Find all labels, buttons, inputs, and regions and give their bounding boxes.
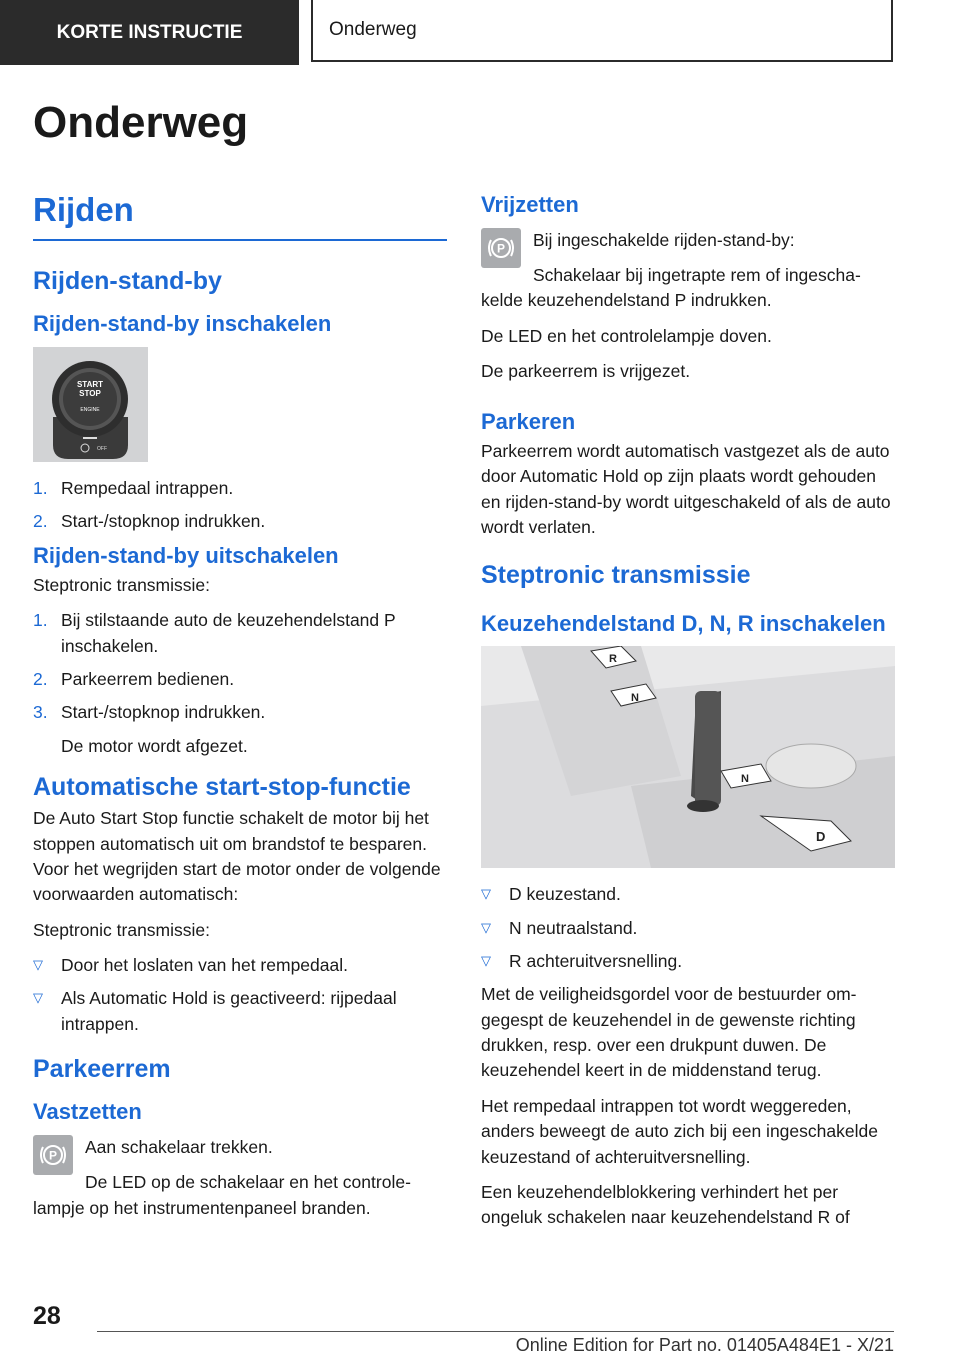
triangle-bullet-icon: ▽	[481, 952, 491, 968]
shift-label-r: R	[609, 653, 617, 666]
paragraph: De LED op de schakelaar en het controlelampje op het instrumentenpaneel branden.	[33, 1172, 411, 1218]
list-item: ▽ D keuzestand.	[481, 882, 895, 907]
paragraph: Met de veiligheidsgordel voor de bestuurder omgegespt de keuzehendel in de gewenste richting drukken, resp. over een drukpunt duwen. De keuzehendel keert in de middenstand terug.	[481, 984, 857, 1081]
shift-label-n-bottom: N	[741, 773, 749, 786]
footer-divider	[97, 1331, 894, 1332]
parking-brake-icon	[33, 1135, 73, 1175]
triangle-bullet-icon: ▽	[481, 919, 491, 935]
subheading-steptronic: Steptronic transmissie	[481, 560, 751, 589]
list-item: 3. Start-/stopknop indrukken.	[33, 702, 266, 723]
paragraph: Aan schakelaar trekken.	[85, 1136, 273, 1157]
header-tab-chapter: Onderweg	[311, 0, 893, 62]
paragraph: Parkeerrem wordt automatisch vastgezet als de auto door Automatic Hold op zijn plaats wordt gehouden en rijden-stand-by wordt uitgeschakeld of als de auto wordt verlaten.	[481, 441, 891, 538]
svg-text:P: P	[48, 1148, 58, 1163]
shift-label-n-top: N	[631, 692, 639, 705]
paragraph: De parkeerrem is vrijgezet.	[481, 361, 691, 382]
stop-label: STOP	[79, 388, 101, 398]
list-item: ▽ Door het loslaten van het rempedaal.	[33, 953, 447, 978]
standby-on-steps	[33, 476, 447, 535]
engine-label: ENGINE	[80, 406, 100, 413]
paragraph: Schakelaar bij ingetrapte rem of ingeschakelde keuzehendelstand P indrukken.	[481, 264, 861, 311]
list-item: 2. Start-/stopknop indrukken.	[33, 510, 266, 531]
subsubheading-keuzehendel: Keuzehendelstand D, N, R inschakelen	[481, 610, 886, 636]
shift-label-d: D	[816, 829, 826, 845]
paragraph: De LED en het controlelampje doven.	[481, 325, 772, 346]
subsubheading-parkeren: Parkeren	[481, 409, 576, 435]
header-tab-section: KORTE INSTRUCTIE	[0, 0, 299, 65]
gear-positions	[481, 882, 895, 974]
subsubheading-standby-off: Rijden-stand-by uitschakelen	[33, 543, 339, 569]
gear-selector-illustration	[481, 646, 895, 868]
list-continuation: De motor wordt afgezet.	[61, 735, 248, 756]
subsubheading-vastzetten: Vastzetten	[33, 1099, 142, 1125]
start-stop-button-image	[33, 347, 148, 462]
gear-selector-image	[481, 646, 895, 868]
paragraph: Een keuzehendelblokkering verhindert het per ongeluk schakelen naar keuzehendelstand R of	[481, 1181, 850, 1228]
subheading-standby: Rijden-stand-by	[33, 267, 222, 295]
paragraph: Bij ingeschakelde rijden-stand-by:	[533, 229, 795, 250]
list-item: ▽ N neutraalstand.	[481, 916, 895, 941]
page-title: Onderweg	[33, 98, 249, 147]
list-item: 1. Bij stilstaande auto de keuzehendelstand P inschakelen.	[33, 610, 396, 656]
restart-conditions	[33, 953, 447, 1037]
paragraph: Steptronic transmissie:	[33, 919, 211, 940]
section-title: Rijden	[33, 191, 447, 241]
left-column	[33, 185, 447, 1231]
svg-text:P: P	[496, 241, 506, 256]
footer-edition: Online Edition for Part no. 01405A484E1 - X/21	[515, 1335, 894, 1355]
triangle-bullet-icon: ▽	[481, 886, 491, 902]
subheading-auto-start-stop: Automatische start-stop-functie	[33, 773, 411, 802]
start-label: START	[76, 379, 104, 389]
start-stop-button-icon	[33, 347, 148, 462]
right-column	[481, 185, 895, 1241]
triangle-bullet-icon: ▽	[33, 990, 43, 1006]
list-item: ▽ R achteruitversnelling.	[481, 949, 895, 974]
page-number: 28	[33, 1302, 61, 1330]
paragraph: Het rempedaal intrappen tot wordt weggereden, anders beweegt de auto zich bij een ingeschakelde keuzestand of achteruitversnelling.	[481, 1095, 878, 1167]
paragraph: Steptronic transmissie:	[33, 574, 211, 595]
subsubheading-vrijzetten: Vrijzetten	[481, 192, 579, 217]
list-item: ▽ Als Automatic Hold is geactiveerd: rijpedaal intrappen.	[33, 986, 447, 1037]
subsubheading-standby-on: Rijden-stand-by inschakelen	[33, 311, 332, 336]
standby-off-steps	[33, 608, 447, 726]
paragraph: De Auto Start Stop functie schakelt de motor bij het stoppen automatisch uit om brandstof te besparen. Voor het wegrijden start de motor onder de volgende voorwaarden automatisch:	[33, 808, 441, 905]
list-item: 2. Parkeerrem bedienen.	[33, 669, 235, 690]
parking-brake-icon	[481, 228, 521, 268]
off-label: OFF	[97, 445, 107, 452]
triangle-bullet-icon: ▽	[33, 957, 43, 973]
list-item: 1. Rempedaal intrappen.	[33, 477, 234, 498]
subheading-parkeerrem: Parkeerrem	[33, 1055, 171, 1084]
